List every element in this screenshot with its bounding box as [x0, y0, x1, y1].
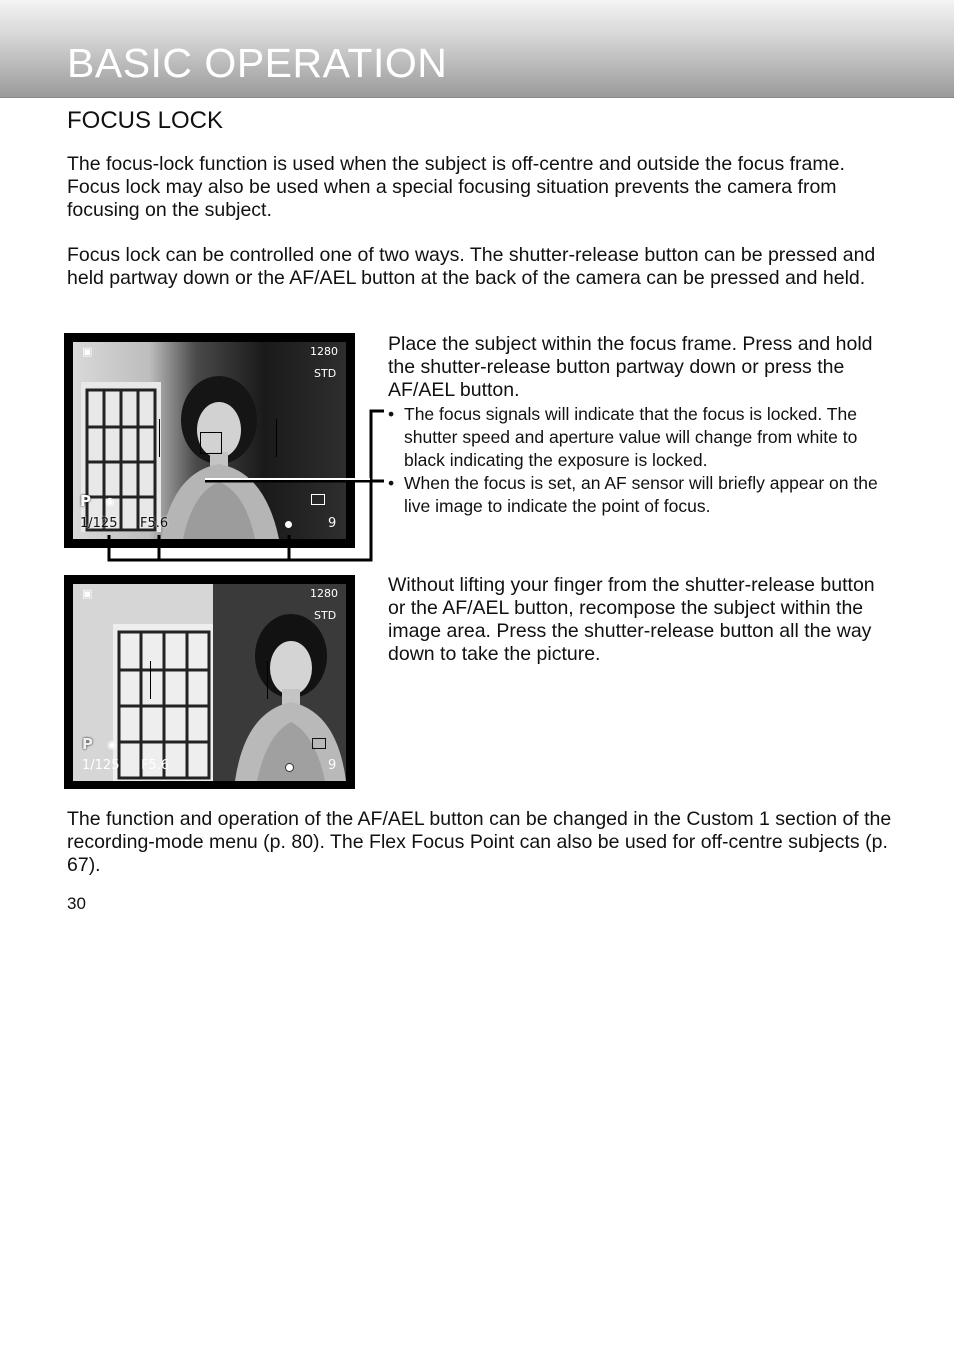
camera-icon: ▣	[82, 345, 93, 358]
shutter-speed-readout: 1/125	[80, 516, 118, 531]
exposure-mode-readout: P	[80, 492, 91, 510]
frame-counter-readout: 9	[328, 516, 337, 531]
exposure-mode-readout: P	[82, 735, 93, 753]
section-title: FOCUS LOCK	[67, 107, 224, 134]
live-view-image-2	[73, 584, 346, 781]
focus-signal-icon	[285, 763, 294, 772]
red-eye-flash-icon: ◉	[105, 495, 115, 508]
camera-monitor-2	[64, 575, 355, 789]
focus-signal-icon	[285, 521, 292, 528]
single-frame-icon	[311, 494, 325, 505]
frame-counter-readout: 9	[328, 758, 337, 773]
resolution-readout: 1280	[310, 587, 338, 600]
shutter-speed-readout: 1/125	[82, 758, 120, 773]
quality-readout: STD	[314, 609, 337, 622]
intro-paragraph-2: Focus lock can be controlled one of two ways. The shutter-release button can be pressed and held partway down or the AF/AEL button at the back of the camera can be pressed and held.	[67, 244, 876, 289]
aperture-readout: F5.6	[141, 758, 170, 773]
af-sensor-indicator	[200, 432, 222, 454]
bullet-text: When the focus is set, an AF sensor will briefly appear on the live image to indicate the point of focus.	[404, 473, 878, 516]
footer-note: The function and operation of the AF/AEL button can be changed in the Custom 1 section of the recording-mode menu (p. 80). The Flex Focus Point can also be used for off-centre subjects (p. 67).	[67, 808, 892, 876]
page-header-bar	[0, 0, 954, 98]
quality-readout: STD	[314, 367, 337, 380]
step-1-bullet-list	[388, 403, 888, 518]
camera-monitor-1	[64, 333, 355, 548]
resolution-readout: 1280	[310, 345, 338, 358]
page-number: 30	[67, 894, 86, 913]
list-item: • The focus signals will indicate that the focus is locked. The shutter speed and aperture value will change from white to black indicating the exposure is locked.	[388, 404, 858, 470]
single-frame-icon	[312, 738, 326, 749]
live-view-image-1	[73, 342, 346, 539]
red-eye-flash-icon: ◉	[107, 738, 117, 751]
list-item: • When the focus is set, an AF sensor will briefly appear on the live image to indicate the point of focus.	[388, 473, 878, 516]
aperture-readout: F5.6	[140, 516, 169, 531]
camera-icon: ▣	[82, 587, 93, 600]
page-title: BASIC OPERATION	[67, 40, 448, 86]
bullet-text: The focus signals will indicate that the focus is locked. The shutter speed and aperture value will change from white to black indicating the exposure is locked.	[404, 404, 858, 470]
focus-frame	[150, 661, 268, 699]
intro-paragraph-1: The focus-lock function is used when the subject is off-centre and outside the focus frame. Focus lock may also be used when a special focusing situation prevents the camera from focusing on the subject.	[67, 153, 845, 221]
step-2-instructions: Without lifting your finger from the shutter-release button or the AF/AEL button, recompose the subject within the image area. Press the shutter-release button all the way down to take the picture.	[388, 574, 875, 665]
step-1-instructions: Place the subject within the focus frame. Press and hold the shutter-release button partway down or press the AF/AEL button.	[388, 333, 873, 401]
